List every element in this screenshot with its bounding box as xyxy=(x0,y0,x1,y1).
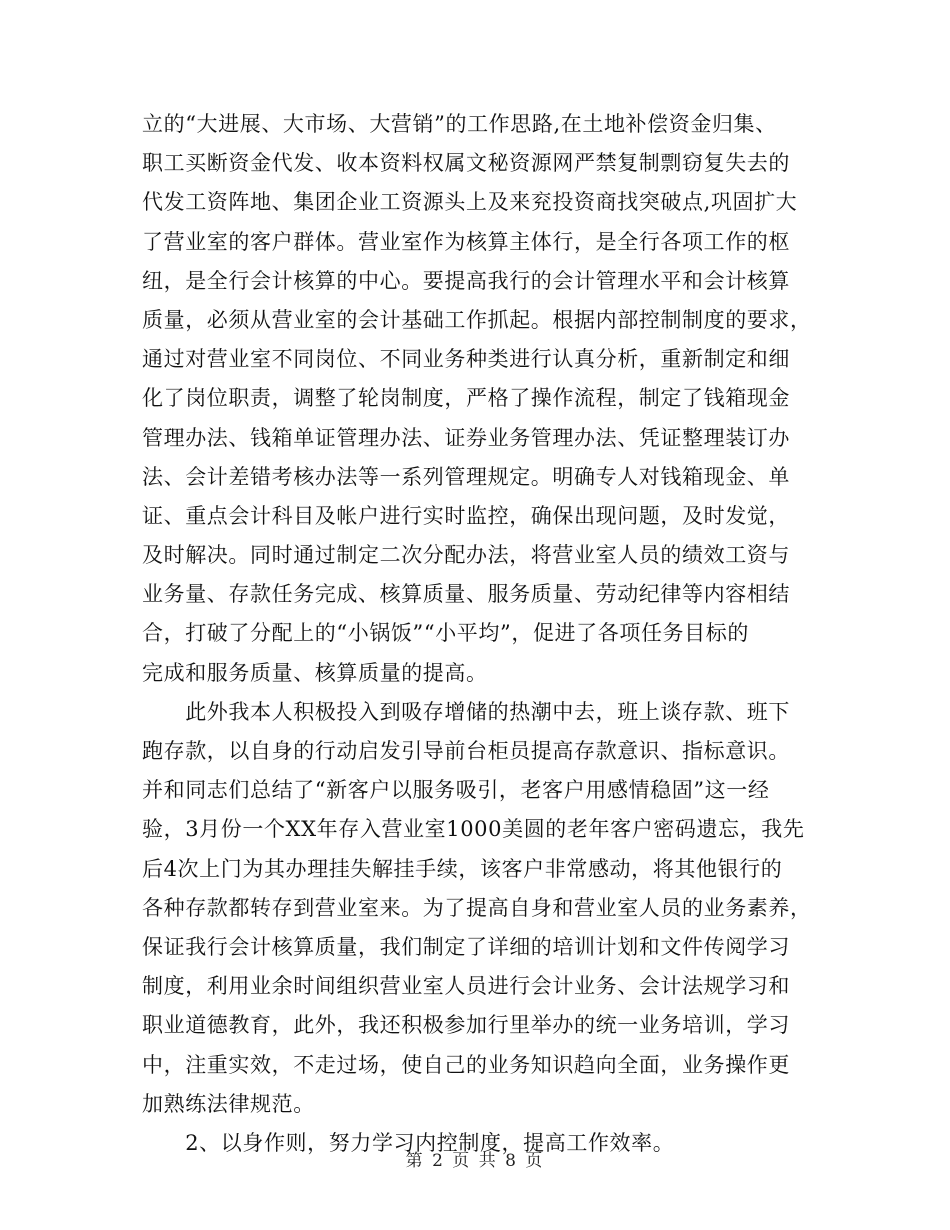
text-line: 化了岗位职责，调整了轮岗制度，严格了操作流程，制定了钱箱现金 xyxy=(142,386,790,411)
text-line: 并和同志们总结了“新客户以服务吸引，老客户用感情稳固”这一经 xyxy=(142,778,770,803)
text-line: 了营业室的客户群体。营业室作为核算主体行，是全行各项工作的枢 xyxy=(142,229,790,254)
text-line: 合，打破了分配上的“小锅饭”“小平均”，促进了各项任务目标的 xyxy=(142,621,749,646)
text-line: 2、以身作则，努力学习内控制度，提高工作效率。 xyxy=(142,1130,675,1155)
text-line: 完成和服务质量、核算质量的提高。 xyxy=(142,660,488,685)
text-line: 质量，必须从营业室的会计基础工作抓起。根据内部控制制度的要求， xyxy=(142,307,812,332)
page-number-footer: 第 2 页 共 8 页 xyxy=(405,1151,545,1171)
text-line: 跑存款，以自身的行动启发引导前台柜员提高存款意识、指标意识。 xyxy=(142,739,790,763)
text-line: 保证我行会计核算质量，我们制定了详细的培训计划和文件传阅学习 xyxy=(142,934,790,959)
text-line: 职工买断资金代发、收本资料权属文秘资源网严禁复制剽窃复失去的 xyxy=(142,151,790,176)
text-line: 各种存款都转存到营业室来。为了提高自身和营业室人员的业务素养， xyxy=(142,895,812,920)
text-line: 代发工资阵地、集团企业工资源头上及来兖投资商找突破点,巩固扩大 xyxy=(142,190,798,215)
text-line: 立的“大进展、大市场、大营销”的工作思路,在土地补偿资金归集、 xyxy=(142,112,777,136)
text-line: 证、重点会计科目及帐户进行实时监控，确保出现问题，及时发觉， xyxy=(142,503,790,528)
text-line: 加熟练法律规范。 xyxy=(142,1091,315,1116)
text-line: 法、会计差错考核办法等一系列管理规定。明确专人对钱箱现金、单 xyxy=(142,464,790,489)
text-line: 制度，利用业余时间组织营业室人员进行会计业务、会计法规学习和 xyxy=(142,974,790,999)
text-line: 通过对营业室不同岗位、不同业务种类进行认真分析，重新制定和细 xyxy=(142,347,790,372)
body-text xyxy=(142,105,812,1163)
text-line: 验，3月份一个XX年存入营业室1000美圆的老年客户密码遗忘，我先 xyxy=(142,817,805,842)
text-line: 后4次上门为其办理挂失解挂手续，该客户非常感动，将其他银行的 xyxy=(142,856,783,881)
text-line: 中，注重实效，不走过场，使自己的业务知识趋向全面，业务操作更 xyxy=(142,1052,790,1077)
text-line: 及时解决。同时通过制定二次分配办法，将营业室人员的绩效工资与 xyxy=(142,543,790,568)
text-line: 职业道德教育，此外，我还积极参加行里举办的统一业务培训，学习 xyxy=(142,1013,790,1038)
text-line: 此外我本人积极投入到吸存增储的热潮中去，班上谈存款、班下 xyxy=(142,699,790,724)
text-line: 纽，是全行会计核算的中心。要提高我行的会计管理水平和会计核算 xyxy=(142,268,790,293)
text-line: 管理办法、钱箱单证管理办法、证券业务管理办法、凭证整理装订办 xyxy=(142,425,790,450)
text-line: 业务量、存款任务完成、核算质量、服务质量、劳动纪律等内容相结 xyxy=(142,582,790,607)
